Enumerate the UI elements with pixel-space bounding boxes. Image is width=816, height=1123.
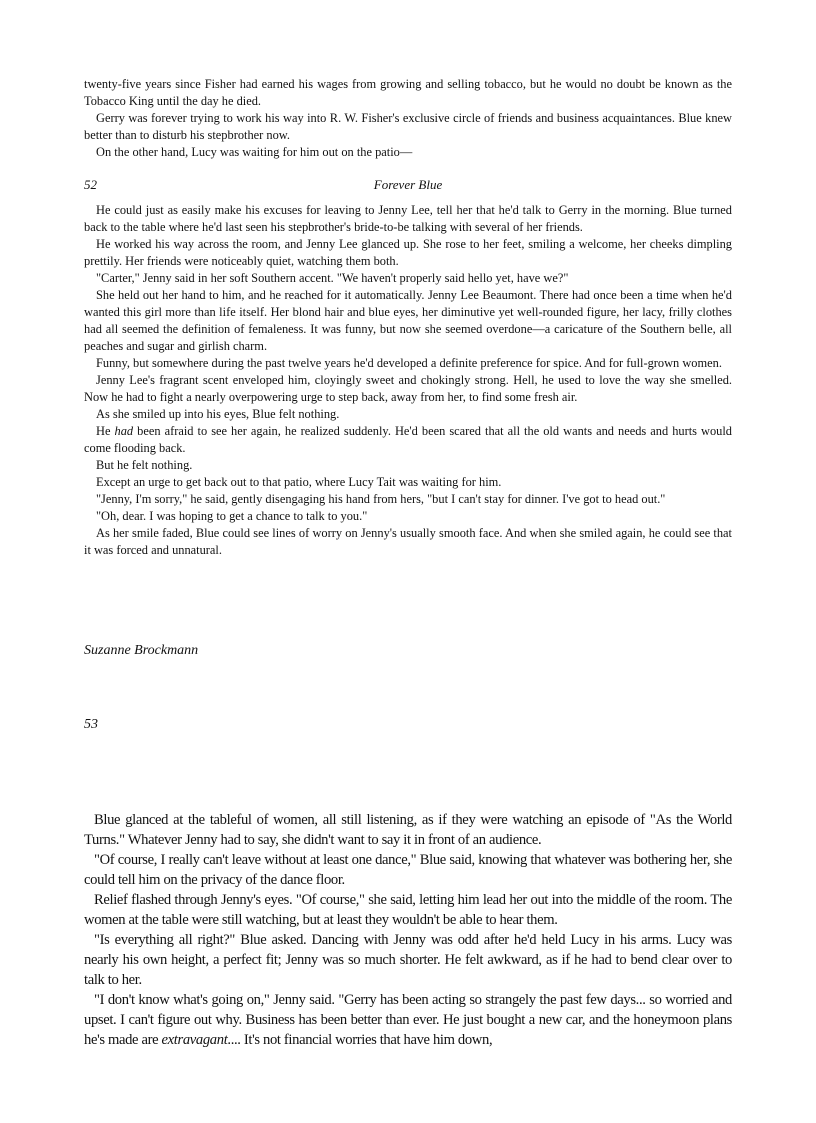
emphasis: extravagant xyxy=(161,1032,228,1048)
paragraph: As she smiled up into his eyes, Blue felt nothing. xyxy=(96,407,340,421)
page-number: 53 xyxy=(84,717,98,732)
emphasis: had xyxy=(114,424,134,438)
paragraph: "Carter," Jenny said in her soft Southern accent. "We haven't properly said hello yet, have we?" xyxy=(96,271,569,285)
paragraph: Funny, but somewhere during the past twelve years he'd developed a definite preference for spice. And for full-grown women. xyxy=(96,356,722,370)
paragraph: Except an urge to get back out to that patio, where Lucy Tait was waiting for him. xyxy=(96,475,502,489)
paragraph: As her smile faded, Blue could see lines of worry on Jenny's usually smooth face. And when she smiled again, he could see that it was forced and unnatural. xyxy=(84,526,732,557)
paragraph: Jenny Lee's fragrant scent enveloped him, cloyingly sweet and chokingly strong. Hell, he used to love the way she smelled. Now he had to fight a nearly overpowering urge to step back, away from her, to find some fresh air. xyxy=(84,373,732,404)
paragraph: Blue glanced at the tableful of women, all still listening, as if they were watching an episode of "As the World Turns." Whatever Jenny had to say, she didn't want to say it in front of an audience. xyxy=(84,812,732,848)
paragraph: Relief flashed through Jenny's eyes. "Of course," she said, letting him lead her out into the middle of the room. The women at the table were still watching, but at least they wouldn't be able to hear them. xyxy=(84,892,732,928)
paragraph: On the other hand, Lucy was waiting for him out on the patio— xyxy=(96,145,413,159)
top-text-block xyxy=(84,76,732,161)
book-title: Forever Blue xyxy=(373,177,443,192)
page-number: 52 xyxy=(84,177,97,192)
bottom-text-block xyxy=(84,810,732,1050)
paragraph: twenty-five years since Fisher had earned his wages from growing and selling tobacco, but he would no doubt be known as the Tobacco King until the day he died. xyxy=(84,77,732,108)
paragraph: "Is everything all right?" Blue asked. Dancing with Jenny was odd after he'd held Lucy in his arms. Lucy was nearly his own height, a perfect fit; Jenny was so much shorter. He felt awkward, as if he had to bend clear over to talk to her. xyxy=(84,932,732,988)
middle-text-block xyxy=(84,202,732,559)
paragraph: She held out her hand to him, and he reached for it automatically. Jenny Lee Beaumont. There had once been a time when he'd wanted this girl more than life itself. Her blond hair and blue eyes, her diminutive yet well-rounded figure, her lacy, frilly clothes had all seemed the definition of femaleness. It was funny, but now she seemed overdone—a caricature of the Southern belle, all peaches and sugar and girlish charm. xyxy=(84,288,732,353)
paragraph: He could just as easily make his excuses for leaving to Jenny Lee, tell her that he'd talk to Gerry in the morning. Blue turned back to the table where he'd last seen his stepbrother's bride-to-be talking with several of her friends. xyxy=(84,203,732,234)
paragraph: "Jenny, I'm sorry," he said, gently disengaging his hand from hers, "but I can't stay for dinner. I've got to head out." xyxy=(96,492,666,506)
author-name: Suzanne Brockmann xyxy=(84,643,199,658)
paragraph: "Oh, dear. I was hoping to get a chance to talk to you." xyxy=(96,509,368,523)
paragraph: But he felt nothing. xyxy=(96,458,193,472)
paragraph: Gerry was forever trying to work his way into R. W. Fisher's exclusive circle of friends and business acquaintances. Blue knew better than to disturb his stepbrother now. xyxy=(84,111,732,142)
paragraph: He had been afraid to see her again, he realized suddenly. He'd been scared that all the old wants and needs and hurts would come flooding back. xyxy=(84,424,732,455)
paragraph: "Of course, I really can't leave without at least one dance," Blue said, knowing that whatever was bothering her, she could tell him on the privacy of the dance floor. xyxy=(84,852,732,888)
paragraph: "I don't know what's going on," Jenny said. "Gerry has been acting so strangely the past few days... so worried and upset. I can't figure out why. Business has been better than ever. He just bought a new car, and the honeymoon plans he's made are extravagant.... It's not financial worries that have him down, xyxy=(84,992,732,1048)
paragraph: He worked his way across the room, and Jenny Lee glanced up. She rose to her feet, smiling a welcome, her cheeks dimpling prettily. Her friends were noticeably quiet, watching them both. xyxy=(84,237,732,268)
